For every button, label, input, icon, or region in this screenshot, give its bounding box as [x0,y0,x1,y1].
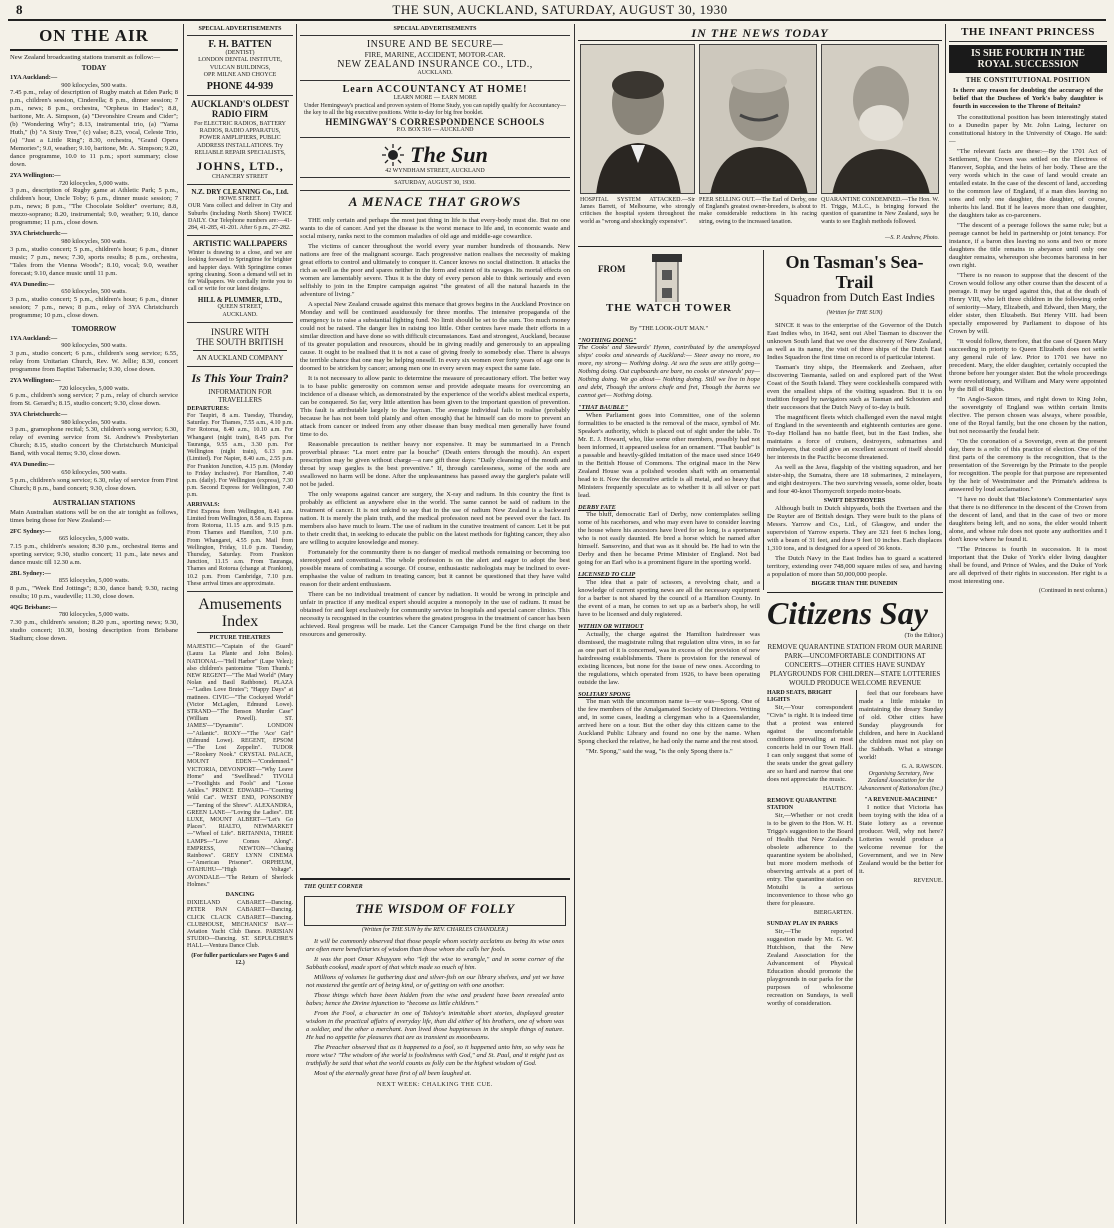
batten-phone: PHONE 44-939 [206,81,274,93]
quiet-corner-box [300,878,570,1224]
hard-seats-sign: HAUTBOY. [822,786,853,793]
column-divider [574,24,575,1224]
caption-triggs-credit: —S. P. Andrew, Photo. [885,235,939,241]
folly-paragraph: Most of the eternally great have first of all been laughed at. [314,1070,472,1078]
tm-station-2ya-power: 720 kilocycles, 5,000 watts. [58,384,130,392]
nothing-doing-head: "NOTHING DOING" [578,336,637,344]
insure-line2: THE SOUTH BRITISH [196,336,284,347]
tm-station-1ya-text: 3 p.m., studio concert; 6 p.m., children's song service; 6.55, relay from Unitarian Church, Rev. W. Jellie; 8.30, concert programme from Baptist Tabernacle; 9.30, close down. [10,349,178,373]
portrait-icon [700,45,817,194]
licensed-to-clip-head: LICENSED TO CLIP [578,571,636,579]
editorial-paragraph: THE only certain and perhaps the most just thing in life is that every-body must die. But no one wants to die of cancer. And yet the disease is the worst menace to life and, in economic waste and social misery, ranks next to the common maladies of old age and middle-age cowardice. [300,216,570,240]
within-without-text: Actually, the charge against the Hamilton hairdresser was dismissed, the magistrate ruling that regulation ultra vires, in so far as one part of it is concerned, was in excess of the provision of new hairdressing establishments. There is provision for the renewal of existing licences, but none for the issue of new ones. According to the regulations, which operated from 1926, to have been operating outside the law. [578,630,760,686]
watch-tower-name: THE WATCH TOWER [578,302,760,314]
swift-destroyers-head: SWIFT DESTROYERS [823,498,886,504]
citizens-editor-note: (To the Editor.) [904,632,943,639]
dry-cleaning-ad [187,185,293,236]
middle-letter-title: Organising Secretary, New Zealand Association for the Advancement of Rationalism (Inc.) [859,771,943,792]
station-2fc: 2FC Sydney:— [10,527,52,535]
sun-masthead: The Sun [410,142,488,168]
folly-paragraph: From the Fool, a character in one of Tolstoy's inimitable short stories, displayed greater wisdom in the practical affairs of everyday life, than did either of his brothers, one of whom was a soldier, and the other a merchant. Ivan lived those happinesses in the simple things of nature. He had no appetite for pleasures that are as transient as moonbeams. [306,1010,564,1042]
tasman-paragraph: Although built in Dutch shipyards, both the Evertsen and the De Ruyter are of British design. They were built to the plans of Messrs. Yarrow and Co., Ltd., of Glasgow, and under the supervision of Yarrow experts. They are 321 feet 6 inches long, with a beam of 31 feet, and draw 9 feet 10 inches. Each displaces 1,310 tons, and is designed for a speed of 36 knots. [767,505,942,553]
station-3ya-text: 3 p.m., studio concert; 5 p.m., children's hour; 6 p.m., dinner music; 7 p.m., news; 7.30, sports results; 8 p.m., orchestra, "Tales from the Vienna Woods"; 8.10, vocal; 9.0, weather forecast; 9.10, dance music until 11 p.m. [10,245,178,277]
folly-title-frame [304,896,566,926]
revenue-machine-text: I notice that Victoria has been toying with the idea of a State lottery as a revenue producer. Well, why not here? Lotteries would produce a welcome revenue for the Government, and we in New Zealand would be the better for it. [859,804,943,876]
column-divider [856,690,857,1224]
wallpapers-text: Winter is drawing to a close, and we are looking forward to Springtime for brighter and happier days. With Springtime comes spring cleaning. Soon a demand will set in for Wallpapers. We cordially invite you to call or write for our latest designs. [188,250,292,293]
sun-emblem-icon [382,144,404,166]
photo-hon-triggs [821,44,939,194]
nothing-doing-text: The Cooks' and Stewards' Hymn, contributed by the unemployed ships' cooks and stewards of Auckland:— Steer away no more, no more, my strong— Nothing doing. At sea the seas are stilly going— Nothing doing. Out cupboards are bare, no cooks or stewards' pay— Nothing doing. We go about— Nothing doing. Still we live in hope and debt, Though the unions chafe and fret, Though the barns we cannot get— Nothing doing. [578,344,760,400]
watch-tower-from: FROM [598,264,626,274]
station-2ya-power: 720 kilocycles, 5,000 watts. [58,179,130,187]
radio-title2: RADIO FIRM [211,109,269,120]
solitary-spong-head: SOLITARY SPONG [578,690,631,698]
tm-station-3ya: 3YA Christchurch:— [10,411,68,419]
solitary-spong-text: The man with the uncommon name is—or was—Spong. One of the few members of the Amalgamated Society of Directors. Writing and, in some cases, leading a clergyman who is a Queenslander, arrived here on a tour. But the other day this citizen came to the Auckland Public Library and found no one by the name. When Spong checked the relative, he had only the name and the rest stood. [578,698,760,746]
train-title: Is This Your Train? [191,370,289,385]
tasman-paragraph: The Dutch Navy in the East Indies has to guard a scattered territory, extending over 748,000 square miles of sea, and having a population of more than 50,000,000 people. [767,555,942,579]
departures-label: DEPARTURES: [187,405,230,412]
australian-intro: Main Australian stations will be on the air tonight as follows, times being those for New Zealand:— [10,508,178,524]
editorial-paragraph: Fortunately for the community there is no danger of medical methods remaining or becoming too stereotyped and conventional. The whole profession is on the alert and eager to adopt the best possible means of combating a scourge. Of course, enthusiastic radiologists may be inclined to over-emphasise the value of radium in treating cancer, but it cannot be questioned that they have valid reason for their ardent enthusiasm. [300,548,570,588]
dry-cleaning-text: OUR Vans collect and deliver in City and Suburbs (including North Shore) TWICE DAILY. Our Telephone numbers are:—41-284, 41-285, 41-201. After 6 p.m., 27-282. [188,203,292,232]
dry-cleaning-address: HOWE STREET. [218,196,262,203]
tm-station-3ya-text: 3 p.m., gramophone recital; 5.30, children's song service; 6.30, relay of evening service from St. Andrew's Presbyterian Church; 8.15, studio concert by the Christchurch Municipal Band, with vocal items; 9.30, close down. [10,426,178,458]
watch-tower-column [578,250,760,1224]
departures-text: For Taupiri, 8 a.m. Tuesday, Thursday, Saturday. For Thames, 7.55 a.m., 4.10 p.m. For Rotorua, 8.40 a.m., 10.10 a.m. For Whangarei (night train), 8.45 p.m. For Tauranga, 9.55 a.m., 3.30 p.m. For Wellington (night train), 6.13 p.m. (Limited). For Napier, 8.40 a.m., 2.55 p.m. For Frankton Junction, 4.15 p.m. (Monday to Friday inclusive). For Hamilton, 7.40 p.m. (daily). For Wellington (express), 7.30 p.m. Second Express for Wellington, 7.40 p.m. [187,413,293,499]
news-today-heading: IN THE NEWS TODAY [691,26,829,40]
station-3ya-power: 980 kilocycles, 500 watts. [61,237,127,245]
on-the-air-heading: ON THE AIR [39,26,149,45]
insure-company: NEW ZEALAND INSURANCE CO., LTD., [337,59,533,71]
station-4ya-text: 3 p.m., studio concert; 5 p.m., children's hour; 6 p.m., dinner session; 7 p.m., news; 8 p.m., relay of 3YA Christchurch programme; 10 p.m., close down. [10,295,178,319]
citizens-right-column [859,690,943,1224]
tm-station-4ya-power: 650 kilocycles, 500 watts. [61,468,127,476]
quiet-corner-label: THE QUIET CORNER [304,884,363,890]
editorial-paragraph: The victims of cancer throughout the world every year number hundreds of thousands. New nations are free of the malignant scourge. Each progressive nation realises the necessity of making great efforts to control and ultimately to conquer it. Cancer knows no social distinction. It attacks the rich as well as the poor and spares neither in the form and extent of its ravages. Its mortal effects on women are lamentably severe. Thus it is the duty of every person able to think seriously and even selfishly to join in the Empire campaign against "the greatest of all the natural hazards in the adventure of living." [300,242,570,298]
portrait-icon [822,45,939,194]
tasman-paragraph: As well as the Java, flagship of the visiting squadron, and her sister-ship, the Sumatra, there are 18 submarines, 2 minelayers, and eight destroyers. The two surviving vessels, some older, boats and four 40-knot Thornycroft torpedo motor-boats. [767,464,942,495]
tasman-paragraph: Tasman's tiny ships, the Heemskerk and Zeehaen, after discovering Tasmania, sailed on and explored part of the West Coast of the South Island. They were cockleshells compared with even the smallest ships of the visiting squadron. But it is on tradition forged by navigators such as Tasman and Schouten and their successors that the Dutch Navy of to-day is built. [767,364,942,411]
next-week-note: NEXT WEEK: CHALKING THE CUE. [377,1081,493,1089]
learn-sub: LEARN MORE — EARN MORE [393,95,477,102]
portrait-icon [581,45,695,194]
infant-princess-paragraph: "The Princess is fourth in succession. It is most important that the Duke of York's elder living daughter shall be found, and Prince of Wales, and the Duke of York are all deprived of their rights in succession. Her right is a most interesting one. [949,546,1107,585]
learn-box: P.O. BOX 516 — AUCKLAND [396,127,474,134]
infant-princess-paragraph: "On the coronation of a Sovereign, even at the present day, there is a relic of this practice of election. One of the first parts of the ceremony is the recognition, that is the presentation of the Sovereign by the Primate to the people for recognition. The people for that purpose are represented by the heir of Westminster and the Primate's address is answered by loud acclamation." [949,438,1107,493]
sun-date: SATURDAY, AUGUST 30, 1930. [394,180,476,187]
folly-title: THE WISDOM OF FOLLY [355,901,515,917]
information-title: INFORMATION FOR TRAVELLERS [208,387,272,404]
wallpapers-title: ARTISTIC WALLPAPERS [192,239,288,249]
station-4ya-power: 650 kilocycles, 500 watts. [61,288,127,296]
learn-school: HEMINGWAY'S CORRESPONDENCE SCHOOLS [325,117,545,128]
infant-princess-paragraph: "It would follow, therefore, that the case of Queen Mary succeeding in priority to Queen Elizabeth does not settle any general rule of law. Prior to 1701 we have no precedent. Mary, the elder daughter, certainly occupied the throne before her younger sister. But the whole proceedings were revolutionary, and William and Mary were appointed by the Bill of Rights. [949,338,1107,393]
editorial-paragraph: Reasonable precaution is neither heavy nor expensive. It may be summarised in a French proverbial phrase: "La mort entre par la bouche" (Death enters through the mouth). An expert prescription may be given without charge—a rare gift these days: "Daily cleansing of the mouth and throat by soap gargles is the best preventive." If, through carelessness, some of the sods are swallowed no harm will be done. After the unpleasantness has passed away the gargler's palate will not be jaded. [300,440,570,488]
column-divider [763,250,764,590]
station-2bl-power: 855 kilocycles, 5,000 watts. [58,577,130,585]
folly-paragraph: The Preacher observed that as it happened to a fool, so it happened unto him, so why was he more wise? "The wisdom of the world is foolishness with God," and St. Paul, and it might just as truthfully be said that what the world counts as folly can be the highest wisdom of God. [306,1044,564,1068]
news-rule [578,40,942,41]
caption-barrett: HOSPITAL SYSTEM ATTACKED.—Sir James Barrett, of Melbourne, who strongly criticises the hospital system throughout the world as "wrong and shockingly expensive". [580,197,695,225]
station-2fc-power: 665 kilocycles, 5,000 watts. [58,535,130,543]
infant-princess-signoff: (Continued in next column.) [1039,588,1107,594]
hard-seats-head: HARD SEATS, BRIGHT LIGHTS [767,690,832,704]
station-2bl-text: 8 p.m., "Week End Jottings"; 8.30, dance band; 9.30, racing results; 10 p.m., vaudeville; 11.30, close down. [10,584,178,600]
insure-line1: INSURE WITH [210,326,270,337]
infant-princess-paragraph: "There is no reason to suppose that the descent of the Crown would follow any other course than the descent of a peerage. It may be urged against this, that at the death of Henry VIII, who left three children in the following order of seniority—Mary, Elizabeth, and Edward, then Mary, the elder sister, then Elizabeth. But Henry VIII. had been specially empowered by Parliament to dispose of his Crown by will. [949,272,1107,335]
radio-list: For ELECTRIC RADIOS, BATTERY RADIOS, RADIO APPARATUS, POWER AMPLIFIERS, PUBLIC ADDRESS INSTALLATIONS. Try RELIABLE REPAIR SPECIALISTS, [193,121,286,156]
fuller-particulars-note: (For fuller particulars see Pages 6 and 12.) [191,952,289,966]
tasman-paragraph: SINCE it was to the enterprise of the Governor of the Dutch East Indies who, in 1642, sent out Abel Tasman to discover the unknown South land that we owe the discovery of New Zealand, as well as its name, the visit of three ships of the Dutch East Indies Squadron the first time on record is of particular interest. [767,322,942,361]
remove-quarantine-sign: BIERGARTEN. [813,910,853,917]
infant-princess-subhead3: THE CONSTITUTIONAL POSITION [965,76,1091,84]
tm-station-1ya: 1YA Auckland:— [10,334,58,342]
column-divider [945,24,946,1224]
remove-quarantine-text: Sir,—Whether or not credit is to be given to the Hon. W. H. Triggs's suggestion to the Board of Health that New Zealand's obsolete adherence to the quarantine system be abolished, but more modern methods of observing arrivals at a port of entry. The quarantine station on Motuihi is a serious inconvenience to those who go there for pleasure. [767,812,853,908]
station-1ya: 1YA Auckland:— [10,74,58,81]
learn-text: Under Hemingway's practical and proven system of Home Study, you can rapidly qualify for Accountancy—the key to all the big executive positions. Write to-day for big free booklet. [304,102,566,116]
infant-princess-subhead2: ROYAL SUCCESSION [977,59,1079,70]
citizens-left-column [767,690,853,1224]
infant-princess-column [949,26,1107,1224]
derby-fate-head: DERBY FATE [578,503,616,511]
station-2ya: 2YA Wellington:— [10,172,61,180]
infant-princess-paragraph: "The relevant facts are these:—By the 1701 Act of Settlement, the Crown was settled on the Electress of Hanover, Sophia, and the heirs of her body. These are the very words which in the case of land would create an entailed estate. In the case of the descent of land, according to the common law of England, if a man dies leaving no sons and only one daughter, the daughter, of course, inherits his land. But if he leaves more than one daughter, the daughters take as co-parceners. [949,148,1107,219]
editorial-paragraph: A special New Zealand crusade against this menace that grows begins in the Auckland Province on Monday and will be continued assiduously for three months. The intensive propaganda of the emergency is to raise a substantial fighting fund. No limit should be set to the sum. Too much money could not be raised. The danger lies in raising too little. Other centres have made their efforts in a similar direction and have done so with difficult circumstances. East and strongest, Auckland, because of its greater population and resources, should be in giving readily and generously to an appealing cause. It ought to be realised that it is not a case of giving freely to somebody else. There is always the terrible chance that one may be helping oneself. In every six women over forty years of age one is doomed to be stricken by cancer; among men one in every seven may expect the same fate. [300,300,570,372]
bauble-text: When Parliament goes into Committee, one of the solemn formalities to be enacted is the removal of the mace, symbol of Mr. Speaker's authority, which is placed out of sight under the table. To Mr. E. J. Howard, who, like some other members, possibly had not been informed, it appeared useless for an ornament. "That bauble" is a passable and heavily-gilded imitation of the mace used since 1649 in the British House of Commons. The original mace in the New Zealand House was a polished wooden shaft with an ornamental head to it. Now the decorative article is all metal, and so heavy that Ministers frequently speculate as to whether it is all silver or part lead. [578,411,760,499]
photo-earl-of-derby [699,44,817,194]
sun-address: 42 WYNDHAM STREET, AUCKLAND [385,168,485,175]
licensed-to-clip-text: The idea that a pair of scissors, a revolving chair, and a knowledge of current sporting news are all the necessary equipment for a barber is not shared by the council of a Hamilton County. In the event of a man, he comes to set up as a barber's shop, he will have to be licensed and duly registered. [578,578,760,618]
batten-sub2: LONDON DENTAL INSTITUTE, [198,57,282,64]
infant-princess-paragraph: "In Anglo-Saxon times, and right down to King John, the sovereignty of England was within certain limits elective. The person chosen was always, where possible, one of the Royal family, but the one chosen by the nation, but not necessarily the feudal heir. [949,396,1107,435]
arrivals-label: ARRIVALS: [187,501,220,508]
news-bottom-rule [578,246,942,247]
within-without-head: WITHIN OR WITHOUT [578,622,644,630]
station-4qg-text: 7.30 p.m., children's session; 8.20 p.m., sporting news; 9.30, studio concert; 10.30, boxing description from Brisbane Stadium; close down. [10,619,178,643]
australian-heading: AUSTRALIAN STATIONS [52,498,136,507]
sun-masthead-block [300,138,570,190]
middle-letter-sign: G. A. RAWSON. [901,764,943,770]
folly-paragraph: It will be commonly observed that those people whom society acclaims as being its wise ones are often mere beneficiaries of wisdom than those whom she calls her fools. [306,938,564,954]
revenue-machine-head: "A REVENUE-MACHINE" [864,796,938,803]
today-label: TODAY [81,64,107,72]
editorial-title: A MENACE THAT GROWS [348,193,522,209]
special-ads-heading: SPECIAL ADVERTISEMENTS [187,26,293,36]
on-the-air-column [10,26,178,1224]
infant-princess-paragraph: "I have no doubt that 'Blackstone's Commentaries' says that there is no difference in the descent of the Crown from the descent of land, and that in the case of two or more daughters being left, and no sons, the elder would inherit alone, and whose rule does not quote any authorities and I don't know where he found it. [949,496,1107,543]
station-2fc-text: 7.15 p.m., children's session; 8.30 p.m., orchestral items and sporting service; 9.30, studio concert; 11 p.m., late news and dance music till 12.30 a.m. [10,542,178,566]
mr-spong-quote: "Mr. Spong," said the wag, "is the only Spong there is." [586,748,733,756]
infant-princess-banner [949,45,1107,73]
caption-derby: PEER SELLING OUT.—The Earl of Derby, one of England's greatest owner-breeders, is about to make considerable reductions in his racing string, owing to the increased taxation. [699,197,817,225]
bauble-head: "THAT BAUBLE" [578,404,629,412]
batten-sub3: VULCAN BUILDINGS, [209,64,271,71]
masthead-title: THE SUN, AUCKLAND, SATURDAY, AUGUST 30, 1930 [392,2,728,17]
picture-theatres-text: MAJESTIC—"Captain of the Guard" (Laura La Plante and John Boles). NATIONAL—"Hell Harbor" (Lupe Velez); also children's pantomime "Tom Thumb." NEW REGENT—"The Mad World" (Mary Nolan and Basil Rathbone). PLAZA—"Ladies Love Brutes"; "Happy Days" at matinees. CIVIC—"The Cockeyed World" (Victor McLaglen, Edmund Lowe). STRAND—"The Benson Murder Case" (William Powell). ST. JAMES'—"Dynamite". LONDON—"Atlantic". ROXY—"The 'Ace' Girl" (Edmund Lowe). REGENT, EPSOM—"The Lost Zeppelin". TUDOR—"Rookery Nook." CRYSTAL PALACE, MOUNT EDEN—"Condemned." VICTORIA, DEVONPORT—"Why Leave Home" and "Swellhead." TIVOLI—"Footlights and Fools" and "Loose Ankles." PRINCE EDWARD—"Courting Wild Cat". WEST END, PONSONBY—"Taming of the Shrew". ALEXANDRA, GREEN LANE—"Loving the Ladies". DE LUXE, MOUNT ALBERT—"Let's Go Places". RIALTO, NEWMARKET—"Wheel of Life". BRITANNIA, THREE LAMPS—"Love Comes Along". EMPRESS, NEWTON—"Chasing Rainbows". GREY LYNN CINEMA—"American Prisoner". ORPHEUM, OTAHUHU—"High Voltage". AVONDALE—"The Return of Sherlock Holmes." [187,644,293,888]
south-british-ad [187,323,293,367]
column-divider [183,24,184,1224]
station-3ya: 3YA Christchurch:— [10,230,68,238]
insure-line3: AN AUCKLAND COMPANY [196,353,284,362]
batten-sub1: (DENTIST) [225,50,255,57]
tm-station-2ya: 2YA Wellington:— [10,376,61,384]
citizens-rule [767,592,943,593]
radio-firm-address: CHANCERY STREET [212,174,268,181]
citizens-subhead: REMOVE QUARANTINE STATION FROM OUR MARINE PARK—UNCOMFORTABLE CONDITIONS AT CONCERTS—OTHER CITIES HAVE SUNDAY PLAYGROUNDS FOR CHILDREN—STATE LOTTERIES WOULD PRODUCE WELCOME REVENUE [767,643,943,687]
remove-quarantine-head: REMOVE QUARANTINE STATION [767,797,837,811]
radio-firm-ad [187,96,293,185]
tomorrow-label: TOMORROW [71,324,117,333]
tasman-subtitle: Squadron from Dutch East Indies [774,290,935,304]
station-1ya-power: 900 kilocycles, 500 watts. [61,81,127,89]
infant-princess-title: THE INFANT PRINCESS [961,26,1095,38]
tasman-title: On Tasman's Sea-Trail [785,252,924,292]
tm-station-2ya-text: 6 p.m., children's song service; 7 p.m., relay of church service from St. Gerard's; 8.15, studio concert; 9.30, close down. [10,392,178,408]
radio-title1: AUCKLAND'S OLDEST [190,99,290,110]
insure-title: INSURE AND BE SECURE— [366,39,504,51]
batten-sub4: OPP. MILNE AND CHOYCE [203,71,277,78]
picture-theatres-label: PICTURE THEATRES [209,634,271,641]
folly-paragraph: It was the poet Omar Khayyam who "left the wise to wrangle," and in some corner of the Sabbath cooked, made sport of that which made so much of him. [306,956,564,972]
citizens-say-title: Citizens Say [767,595,928,631]
folly-byline: (Written for THE SUN by the REV. CHARLES CHANDLER.) [361,927,509,934]
hill-plummer-name: HILL & PLUMMER, LTD., [197,296,283,305]
tm-station-4ya-text: 5 p.m., children's song service; 6.30, relay of service from First Church; 8 p.m., band concert; 9.30, close down. [10,476,178,492]
dancing-label: DANCING [225,892,255,899]
amusements-title: Amusements Index [198,595,282,630]
photo-sir-james-barrett [580,44,695,194]
station-4ya: 4YA Dunedin:— [10,280,55,288]
derby-fate-text: The bluff, democratic Earl of Derby, now contemplates selling some of his racehorses, and who may even have to consider leaving the house where his ancestors have lived for so long, is a sportsman who is not easily daunted. He bred a horse which he named after himself. Sansovino, and that was as it should be. He had to win the Derby and then he became Prime Minister of England. Not bad going for an Earl who is a prominent figure in the sporting world. [578,511,760,567]
masthead-rule [8,19,1106,21]
editorial-paragraph: It is not necessary to allow panic to determine the measure of precautionary effort. The better way is to base public generosity on common sense and provide adequate means for overcoming an incidence of a disease which, as demonstrated by the experience of the world's ablest medical experts, can be conquered. So far, very little attention has been given to the important question of prevention. This fault is attributable largely to the layman. The average individual fails to realise (probably because he has not been told plainly and often enough) that he himself can do more to prevent an attack from cancer or indeed from any other disease than busy medical men generally have found time to do. [300,374,570,438]
hill-plummer-addr2: AUCKLAND. [222,311,258,318]
special-ads-column [187,26,293,1224]
dancing-text: DIXIELAND CABARET—Dancing. PETER PAN CABARET—Dancing. CLICK CLACK CABARET—Dancing. CLUBHOUSE, MECHANICS' BAY—Aviation Yacht Club Dance. PARISIAN STUDIO—Dancing. ST. SEPULCHRE'S HALL—Ventura Dance Club. [187,900,293,950]
tasman-paragraph: The magnificent fleets which challenged even the naval might of England in the seventeenth and eighteenth centuries are gone. To-day Holland has no battle fleet, but in the East Indies, she maintains a force of cruisers, destroyers, submarines and minelayers, that could give an excellent account of itself should her interests in the Pacific become threatened. [767,414,942,461]
learn-title: Learn ACCOUNTANCY AT HOME! [342,84,528,96]
bigger-than-dunedin-head: BIGGER THAN THE DUNEDIN [811,581,898,588]
station-4qg: 4QG Brisbane:— [10,603,58,611]
revenue-machine-sign: REVENUE. [913,878,943,885]
tasman-body [767,322,942,588]
folly-body [300,938,570,1078]
watch-tower-byline: By "THE LOOK-OUT MAN." [629,325,709,332]
tm-station-4ya: 4YA Dunedin:— [10,461,55,469]
editorial-paragraph: There can be no individual treatment of cancer by radiation. It would be wrong in principle and unfair in practice if any medical expert should acquire a monopoly in the use of radium. It must be obtained for and kept exclusively for community service in hospitals and special cancer clinics. This necessity is recognised in the countries where the greatest progress in the treatment of cancer has been achieved. Real progress will be made. Let the Cancer Campaign Fund be the first charge on their resources and generosity. [300,590,570,638]
watch-tower-banner [578,250,760,322]
page-number: 8 [16,2,23,17]
station-2bl: 2BL Sydney:— [10,569,51,577]
arrivals-text: First Express from Wellington, 8.41 a.m. Limited from Wellington, 8.58 a.m. Express from Rotorua, 11.15 a.m. and 9.15 p.m. From Thames and Hamilton, 7.10 p.m. From Whangarei, 4.55 p.m. Mail from Wellington, Friday, 11.0 p.m. Tuesday, Thursday, Saturday. From Frankton Junction, 11.15 a.m. From Tauranga, Thames and Rotorua (change at Frankton), 10.2 p.m. From Cambridge, 7.10 p.m. These arrival times are approximate. [187,509,293,592]
hemingway-ad [300,81,570,138]
insure-city: AUCKLAND. [417,70,453,77]
sunday-play-text: Sir,—The reported suggestion made by Mr. G. W. Hutchison, that the New Zealand Association for the Advancement of Physical Education should promote the playgrounds in our parks for the purposes of wholesome recreation on Sundays, is well worthy of consideration. [767,928,853,1008]
dry-cleaning-title: N.Z. DRY CLEANING Co., Ltd. [191,188,289,197]
special-ads-heading-2: SPECIAL ADVERTISEMENTS [300,26,570,36]
sunday-play-head: SUNDAY PLAY IN PARKS [767,921,838,928]
caption-triggs: QUARANTINE CONDEMNED.—The Hon. W. H. Triggs, M.L.C., is bringing forward the question of quarantine in New Zealand, says he wants to see English methods followed. [821,197,939,225]
infant-princess-paragraph: "The descent of a peerage follows the same rule; but a peerage cannot be held in partnership or joint tenancy. For instance, if a baron dies leaving no sons and two or more daughters the title remains in abeyance until only one daughter remains, whereupon she becomes baroness in her own right. [949,222,1107,269]
folly-paragraph: Millions of volumes lie gathering dust and silver-fish on our library shelves, and yet we have not mastered the gentle art of being kind, or of getting on with one another. [306,974,564,990]
station-2ya-text: 3 p.m., description of Rugby game at Athletic Park; 5 p.m., children's hour, Uncle Toby; 6 p.m., dinner music session; 7 p.m., news; 8 p.m., "The Chocolate Soldier" overture; 8.8, mezzo-soprano; 8.20, instrumental; 9.0, weather; 9.10, dance programme; 11 p.m., close down. [10,187,178,227]
station-1ya-text: 7.45 p.m., relay of description of Rugby match at Eden Park; 8 p.m., children's session, Cinderella; 8 p.m., dinner session; 7 p.m., news; 8 p.m., orchestra, "Orpheus in Hades"; 8.8, baritone, Mr. A. Simpson, (a) "Devonshire Cream and Cider"; (b) "Wondering Why"; 8.13, instrumental trio, (a) "Yama Huth," (b) "A Sixty Tree," (c) valse; 8.23, vocal, Celeste Trio, (a) "Just a Little Ring"; 8.30, orchestra, "Grand Opera Memories"; 9.0, weather; 9.10, baritone, Mr. A. Simpson; 9.20, dance programme, 10.0 to 11 p.m.; sport summary; close down. [10,89,178,169]
folly-paragraph: Those things which have been hidden from the wise and prudent have been revealed unto babes; hence the Divine injunction to "become as little children." [306,992,564,1008]
infant-princess-subhead1: IS SHE FOURTH IN THE [971,48,1085,59]
infant-princess-paragraph: The constitutional position has been interestingly stated to a Dunedin paper by Mr. John Laing, lecturer on constitutional history in the University of Otago. He said:— [949,114,1107,145]
on-the-air-intro: New Zealand broadcasting stations transmit as follow:— [10,54,161,61]
insure-lines: FIRE, MARINE, ACCIDENT, MOTOR-CAR. [364,50,506,60]
hill-plummer-addr1: QUEEN STREET, [217,304,263,311]
nz-insurance-ad [300,36,570,81]
middle-letter-text: feel that our forebears have made a little mistake in maintaining the dreary Sunday of old. Other cities have Sunday playgrounds for children, and here in Auckland the children must not play on the Sabbath. What a strange world! [859,690,943,761]
batten-name: F. H. BATTEN [208,39,272,51]
column-divider [296,24,297,1224]
radio-firm-name: JOHNS, LTD., [196,159,284,174]
editorial-paragraph: The only weapons against cancer are surgery, the X-ray and radium. In this country the first is probably as efficient as anywhere else in the world. The same cannot be said of radium in the treatment of cancer. It is not unkind to say that in the use of radium New Zealand is a backward nation. It is merely the plain truth, and the medical profession need not be peeved over the fact. Its members also have much to learn. The use of radium in the curative treatment of cancer. Let it be put to their credit that, in seeking to educate the public on the latest methods for fighting cancer, they also are willing to acquire knowledge and money. [300,490,570,546]
tm-station-1ya-power: 900 kilocycles, 500 watts. [61,342,127,350]
hard-seats-text: Sir,—Your correspondent "Civis" is right. It is indeed time that a protest was entered against the uncomfortable conditions prevailing at most concerts held in our Town Hall. I can only suggest that some of the seats under the great gallery are so hard and narrow that one does not appreciate the music. [767,704,853,784]
batten-ad [187,36,293,96]
station-4qg-power: 780 kilocycles, 5,000 watts. [58,611,130,619]
tasman-byline: (Written for THE SUN) [826,310,883,316]
infant-princess-intro: Is there any reason for doubting the accuracy of the belief that the Duchess of York's baby daughter is fourth in succession to the Throne of Britain? [953,87,1103,110]
wallpapers-ad [187,236,293,323]
tm-station-3ya-power: 980 kilocycles, 500 watts. [61,418,127,426]
